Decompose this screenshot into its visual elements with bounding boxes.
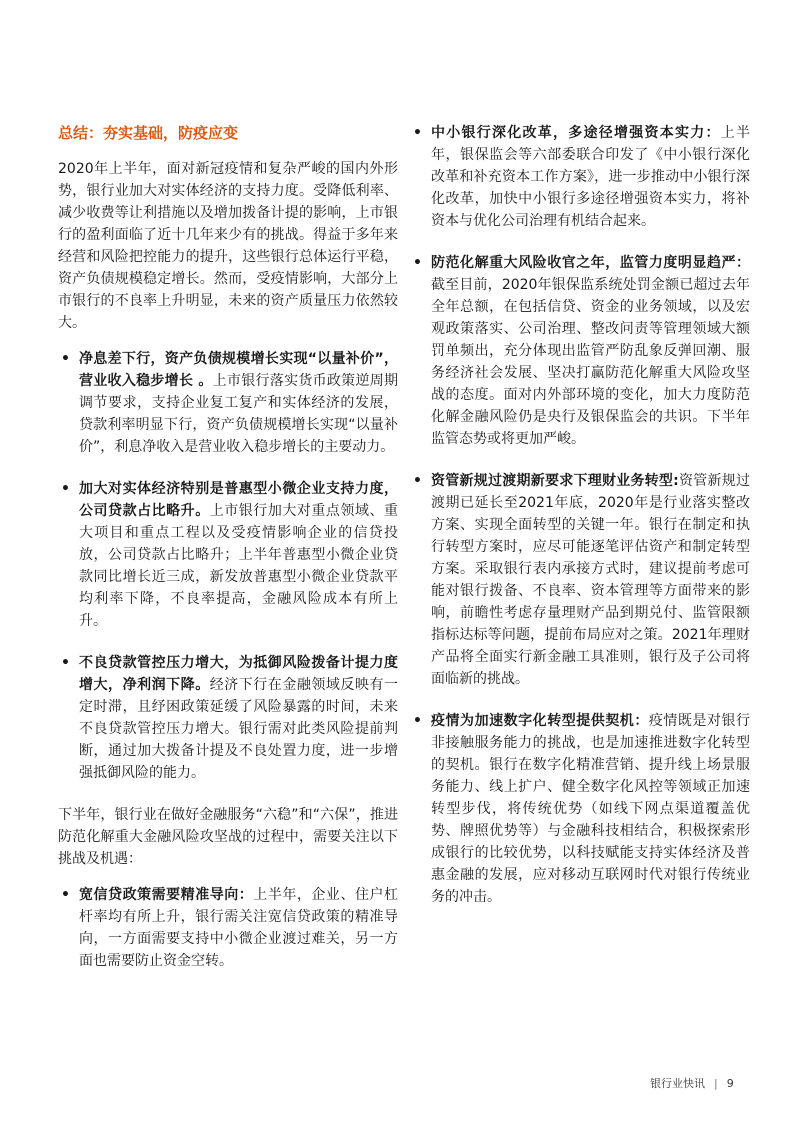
bullet-dot-icon: • — [61, 887, 70, 903]
bullet-dot-icon: • — [413, 255, 422, 271]
bullet-dot-icon: • — [61, 351, 70, 367]
bullet-lead: 防范化解重大风险收官之年，监管力度明显趋严： — [431, 255, 750, 271]
footer-separator: | — [714, 1077, 718, 1090]
bullet-text: 上市银行落实货币政策逆周期调节要求，支持企业复工复产和实体经济的发展，贷款利率明显下行，资产负债规模增长实现“以量补价”，利息净收入是营业收入稳步增长的主要动力。 — [79, 373, 399, 455]
bullet-digital-transformation — [410, 710, 750, 908]
right-column — [410, 122, 750, 928]
bullet-small-bank-reform — [410, 122, 750, 232]
bullet-text: 上半年，银保监会等六部委联合印发了《中小银行深化改革和补充资本工作方案》，进一步推动中小银行深化改革，加快中小银行多途径增强资本实力，将补资本与优化公司治理有机结合起来。 — [431, 125, 750, 229]
bullet-dot-icon: • — [413, 473, 422, 489]
page-number: 9 — [726, 1077, 734, 1090]
transition-paragraph: 下半年，银行业在做好金融服务“六稳”和“六保”，推进防范化解重大金融风险攻坚战的过程中，需要关注以下挑战及机遇： — [58, 807, 398, 867]
section-heading: 总结：夯实基础，防疫应变 — [58, 124, 239, 142]
publication-name: 银行业快讯 — [650, 1077, 705, 1090]
bullet-npl-pressure — [58, 652, 398, 784]
bullet-real-economy-support — [58, 478, 398, 632]
bullet-dot-icon: • — [61, 655, 70, 671]
bullet-lead: 不良贷款管控压力增大，为抵御风险拨备计提力度增大，净利润下降。 — [79, 655, 398, 693]
bullet-lead: 宽信贷政策需要精准导向： — [79, 887, 254, 903]
bullet-lead: 中小银行深化改革，多途径增强资本实力： — [431, 125, 721, 141]
bullet-net-interest-margin — [58, 348, 398, 458]
bullet-lead: 加大对实体经济特别是普惠型小微企业支持力度，公司贷款占比略升。 — [79, 481, 398, 519]
bullet-text: 上半年，企业、住户杠杆率均有所上升，银行需关注宽信贷政策的精准导向，一方面需要支持中小微企业渡过难关，另一方面也需要防止资金空转。 — [79, 887, 399, 969]
bullet-lead: 净息差下行，资产负债规模增长实现“以量补价”，营业收入稳步增长 。 — [79, 351, 398, 389]
bullet-regulation-tightening — [410, 252, 750, 450]
bullet-dot-icon: • — [61, 481, 70, 497]
bullet-text: 疫情既是对银行非接触服务能力的挑战，也是加速推进数字化转型的契机。银行在数字化精准营销、提升线上场景服务能力、线上扩户、健全数字化风控等领域正加速转型步伐，将传统优势（如线下网点渠道覆盖优势、牌照优势等）与金融科技相结合，积极探索形成银行的比较优势，以科技赋能支持实体经济及普惠金融的发展，应对移动互联网时代对银行传统业务的冲击。 — [431, 713, 751, 905]
bullet-dot-icon: • — [413, 713, 422, 729]
bullet-text: 上市银行加大对重点领域、重大项目和重点工程以及受疫情影响企业的信贷投放，公司贷款占比略升；上半年普惠型小微企业贷款同比增长近三成，新发放普惠型小微企业贷款平均利率下降，不良率提高，金融风险成本有所上升。 — [79, 503, 399, 629]
page-footer — [650, 1075, 734, 1091]
bullet-lead: 疫情为加速数字化转型提供契机： — [431, 713, 649, 729]
bullet-dot-icon: • — [413, 125, 422, 141]
bullet-text: 经济下行在金融领域反映有一定时滞，且纾困政策延缓了风险暴露的时间，未来不良贷款管控压力增大。银行需对此类风险提前判断，通过加大拨备计提及不良处置力度，进一步增强抵御风险的能力。 — [79, 677, 399, 781]
bullet-lead: 资管新规过渡期新要求下理财业务转型: — [431, 473, 679, 489]
bullet-text: 资管新规过渡期已延长至2021年底，2020年是行业落实整改方案、实现全面转型的关键一年。银行在制定和执行转型方案时，应尽可能逐笔评估资产和制定转型方案。采取银行表内承接方式时，建议提前考虑可能对银行拨备、不良率、资本管理等方面带来的影响，前瞻性考虑存量理财产品到期兑付、监管限额指标达标等问题，提前布局应对之策。2021年理财产品将全面实行新金融工具准则，银行及子公司将面临新的挑战。 — [431, 473, 750, 687]
left-column — [58, 122, 398, 992]
bullet-wealth-management-transition — [410, 470, 750, 690]
bullet-credit-policy — [58, 884, 398, 972]
intro-paragraph: 2020年上半年，面对新冠疫情和复杂严峻的国内外形势，银行业加大对实体经济的支持力度。受降低利率、减少收费等让利措施以及增加拨备计提的影响，上市银行的盈利面临了近十几年来少有的挑战。得益于多年来经营和风险把控能力的提升，这些银行总体运行平稳，资产负债规模稳定增长。然而，受疫情影响，大部分上市银行的不良率上升明显，未来的资产质量压力依然较大。 — [58, 161, 398, 331]
bullet-text: 截至目前，2020年银保监系统处罚金额已超过去年全年总额，在包括信贷、资金的业务领域，以及宏观政策落实、公司治理、整改问责等管理领域大额罚单频出，充分体现出监管严防乱象反弹回潮、服务经济社会发展、坚决打赢防范化解重大风险攻坚战的态度。面对内外部环境的变化，加大力度防范化解金融风险仍是央行及银保监会的共识。下半年监管态势或将更加严峻。 — [431, 277, 750, 447]
